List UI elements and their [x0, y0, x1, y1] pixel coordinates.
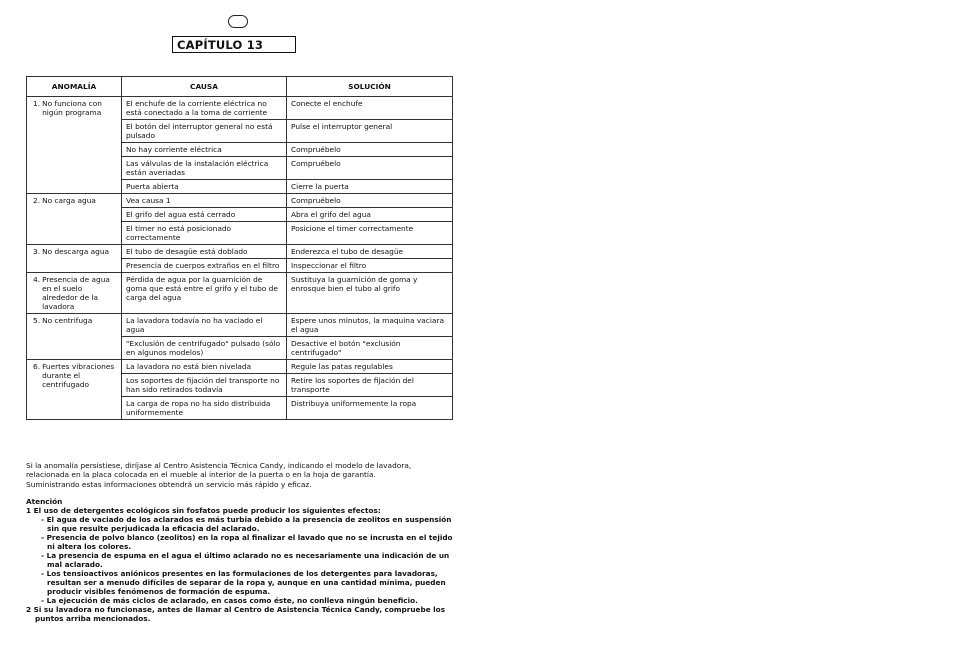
anomaly-number: 1. — [33, 99, 41, 108]
anomaly-number: 4. — [33, 275, 41, 284]
solution-cell: Espere unos minutos, la maquina vaciara el agua — [287, 314, 453, 337]
cause-cell: La lavadora no está bien nivelada — [122, 360, 287, 374]
solution-cell: Pulse el interruptor general — [287, 120, 453, 143]
anomaly-text: No centrifuga — [42, 316, 93, 325]
cause-cell: Los soportes de fijación del transporte no han sido retirados todavía — [122, 374, 287, 397]
anomaly-cell — [27, 314, 122, 360]
solution-cell: Compruébelo — [287, 157, 453, 180]
solution-cell: Posicione el timer correctamente — [287, 222, 453, 245]
table-row — [27, 97, 453, 120]
cause-cell: El tubo de desagüe está doblado — [122, 245, 287, 259]
anomaly-cell — [27, 245, 122, 273]
anomaly-number: 2. — [33, 196, 41, 205]
solution-cell: Compruébelo — [287, 143, 453, 157]
table-row — [27, 194, 453, 208]
cause-cell: Vea causa 1 — [122, 194, 287, 208]
cause-cell: El botón del interruptor general no está pulsado — [122, 120, 287, 143]
note-line: relacionada en la placa colocada en el mueble al interior de la puerta o en la hoja de garantía. — [26, 470, 376, 480]
anomaly-text: No descarga agua — [42, 247, 110, 256]
anomaly-text: No funciona con nigún programa — [42, 99, 102, 117]
solution-cell: Regule las patas regulables — [287, 360, 453, 374]
cause-cell: Las válvulas de la instalación eléctrica están averiadas — [122, 157, 287, 180]
cause-cell: El grifo del agua está cerrado — [122, 208, 287, 222]
cause-cell: Pérdida de agua por la guarnición de goma que está entre el grifo y el tubo de carga del agua — [122, 273, 287, 314]
note-line: Suministrando estas informaciones obtendrá un servicio más rápido y eficaz. — [26, 479, 312, 489]
assistance-note — [26, 461, 454, 489]
attention-item-2: 2 Si su lavadora no funcionase, antes de llamar al Centro de Asistencia Técnica Candy, compruebe los puntos arriba mencionados. — [26, 605, 446, 623]
table-row — [27, 245, 453, 259]
anomaly-number: 6. — [33, 362, 41, 371]
attention-bullet: - La ejecución de más ciclos de aclarado, en casos como éste, no conlleva ningún beneficio. — [41, 596, 418, 605]
table-row — [27, 360, 453, 374]
solution-cell: Cierre la puerta — [287, 180, 453, 194]
solution-cell: Conecte el enchufe — [287, 97, 453, 120]
attention-bullet: - La presencia de espuma en el agua el último aclarado no es necesariamente una indicación de un mal aclarado. — [41, 551, 450, 569]
header-solucion: SOLUCIÓN — [287, 77, 453, 97]
language-marker-oval — [228, 15, 248, 28]
attention-section — [26, 497, 456, 623]
solution-cell: Inspeccionar el filtro — [287, 259, 453, 273]
attention-bullet: - Los tensioactivos aniónicos presentes en las formulaciones de los detergentes para lavadoras, resultan ser a menudo difíciles de separar de la ropa y, aunque en una cantidad mínima, pueden producir visibles fenómenos de formación de espuma. — [41, 569, 446, 596]
note-line: Si la anomalía persistiese, diríjase al Centro Asistencia Técnica Candy, indicando el modelo de lavadora, — [26, 461, 412, 470]
anomaly-cell — [27, 97, 122, 194]
cause-cell: Puerta abierta — [122, 180, 287, 194]
solution-cell: Enderezca el tubo de desagüe — [287, 245, 453, 259]
attention-item-1: 1 El uso de detergentes ecológicos sin fosfatos puede producir los siguientes efectos: — [26, 506, 381, 515]
table-row — [27, 314, 453, 337]
header-anomalia: ANOMALÍA — [27, 77, 122, 97]
cause-cell: "Exclusión de centrifugado" pulsado (sólo en algunos modelos) — [122, 337, 287, 360]
cause-cell: Presencia de cuerpos extraños en el filtro — [122, 259, 287, 273]
table-header-row — [27, 77, 453, 97]
cause-cell: El timer no está posicionado correctamente — [122, 222, 287, 245]
anomaly-text: No carga agua — [42, 196, 96, 205]
attention-title: Atención — [26, 497, 63, 506]
solution-cell: Compruébelo — [287, 194, 453, 208]
chapter-title: CAPÍTULO 13 — [172, 36, 296, 53]
troubleshooting-table — [26, 76, 453, 420]
attention-bullet: - Presencia de polvo blanco (zeolitos) en la ropa al finalizar el lavado que no se incrusta en el tejido ni altera los colores. — [41, 533, 453, 551]
anomaly-cell — [27, 273, 122, 314]
anomaly-text: Presencia de agua en el suelo alrededor de la lavadora — [42, 275, 110, 311]
solution-cell: Desactive el botón "exclusión centrifugado" — [287, 337, 453, 360]
solution-cell: Abra el grifo del agua — [287, 208, 453, 222]
solution-cell: Retire los soportes de fijación del transporte — [287, 374, 453, 397]
solution-cell: Distribuya uniformemente la ropa — [287, 397, 453, 420]
cause-cell: La lavadora todavía no ha vaciado el agua — [122, 314, 287, 337]
anomaly-number: 3. — [33, 247, 41, 256]
solution-cell: Sustituya la guarnición de goma y enrosque bien el tubo al grifo — [287, 273, 453, 314]
attention-bullet: - El agua de vaciado de los aclarados es más turbia debido a la presencia de zeolitos en suspensión sin que resulte perjudicada la eficacia del aclarado. — [41, 515, 452, 533]
anomaly-number: 5. — [33, 316, 41, 325]
cause-cell: La carga de ropa no ha sido distribuida uniformemente — [122, 397, 287, 420]
header-causa: CAUSA — [122, 77, 287, 97]
anomaly-cell — [27, 194, 122, 245]
table-row — [27, 273, 453, 314]
anomaly-text: Fuertes vibraciones durante el centrifugado — [42, 362, 115, 389]
anomaly-cell — [27, 360, 122, 420]
cause-cell: No hay corriente eléctrica — [122, 143, 287, 157]
cause-cell: El enchufe de la corriente eléctrica no está conectado a la toma de corriente — [122, 97, 287, 120]
